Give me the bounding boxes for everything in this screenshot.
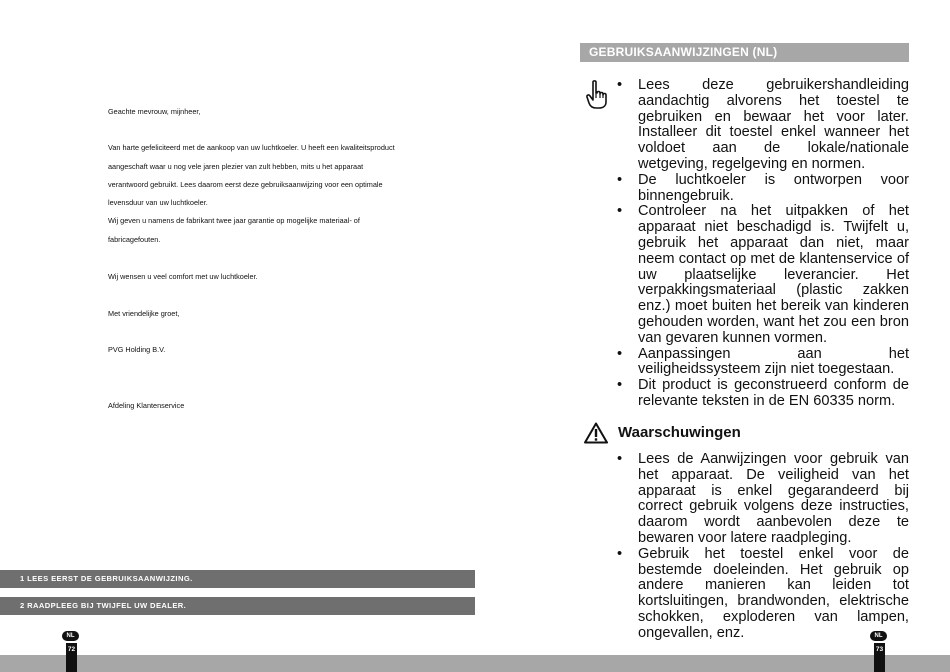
letter-closing: Met vriendelijke groet,: [108, 309, 180, 318]
letter-line: verantwoord gebruikt. Lees daarom eerst deze gebruiksaanwijzing voor een optimale: [108, 180, 383, 189]
note-bar-1: 1 LEES EERST DE GEBRUIKSAANWIJZING.: [0, 570, 475, 588]
section-header: GEBRUIKSAANWIJZINGEN (NL): [580, 43, 909, 62]
warnings-heading: Waarschuwingen: [618, 424, 741, 441]
footer-band: [0, 655, 950, 672]
letter-line: aangeschaft waar u nog vele jaren plezier van zult hebben, mits u het apparaat: [108, 162, 364, 171]
list-item: • De luchtkoeler is ontworpen voor binnengebruik.: [612, 173, 909, 205]
pointing-hand-icon: [585, 80, 607, 115]
letter-department: Afdeling Klantenservice: [108, 401, 185, 410]
letter-line: Wij geven u namens de fabrikant twee jaar garantie op mogelijke materiaal- of: [108, 216, 360, 225]
list-item: • Dit product is geconstrueerd conform de relevante teksten in de EN 60335 norm.: [612, 378, 909, 410]
list-item: • Aanpassingen aan het veiligheidssysteem zijn niet toegestaan.: [612, 347, 909, 379]
page-number-left: 72: [67, 646, 76, 653]
language-badge-left: NL: [62, 631, 79, 641]
list-item: • Lees deze gebruikershandleiding aandachtig alvorens het toestel te gebruiken en bewaar het voor later. Installeer dit toestel enkel wanneer het voldoet aan de lokale/nationale wetgeving, regelgeving en normen.: [612, 78, 909, 173]
language-badge-right: NL: [870, 631, 887, 641]
page-number-right: 73: [875, 646, 884, 653]
warning-triangle-icon: [584, 422, 608, 449]
letter-line: fabricagefouten.: [108, 235, 161, 244]
letter-line: Van harte gefeliciteerd met de aankoop van uw luchtkoeler. U heeft een kwaliteitsproduct: [108, 143, 395, 152]
letter-line: Wij wensen u veel comfort met uw luchtkoeler.: [108, 272, 258, 281]
letter-company: PVG Holding B.V.: [108, 345, 166, 354]
letter-salutation: Geachte mevrouw, mijnheer,: [108, 107, 201, 116]
list-item: • Controleer na het uitpakken of het apparaat niet beschadigd is. Twijfelt u, gebruik het apparaat dan niet, maar neem contact op met de klantenservice of uw plaatselijke leverancier. Het verpakkingsmateriaal (plastic zakken enz.) moet buiten het bereik van kinderen gehouden worden, want het zou een bron van gevaren kunnen vormen.: [612, 204, 909, 346]
note-bar-2: 2 RAADPLEEG BIJ TWIJFEL UW DEALER.: [0, 597, 475, 615]
warning-list: [612, 452, 909, 642]
list-item: • Lees de Aanwijzingen voor gebruik van het apparaat. De veiligheid van het apparaat is enkel gegarandeerd bij correct gebruik volgens deze instructies, daarom wordt aanbevolen deze te bewaren voor latere raadpleging.: [612, 452, 909, 547]
instruction-list: [612, 78, 909, 410]
list-item: • Gebruik het toestel enkel voor de bestemde doeleinden. Het gebruik op andere manieren kan leiden tot kortsluitingen, brandwonden, elektrische schokken, exploderen van lampen, ongevallen, enz.: [612, 547, 909, 642]
letter-line: levensduur van uw luchtkoeler.: [108, 198, 208, 207]
